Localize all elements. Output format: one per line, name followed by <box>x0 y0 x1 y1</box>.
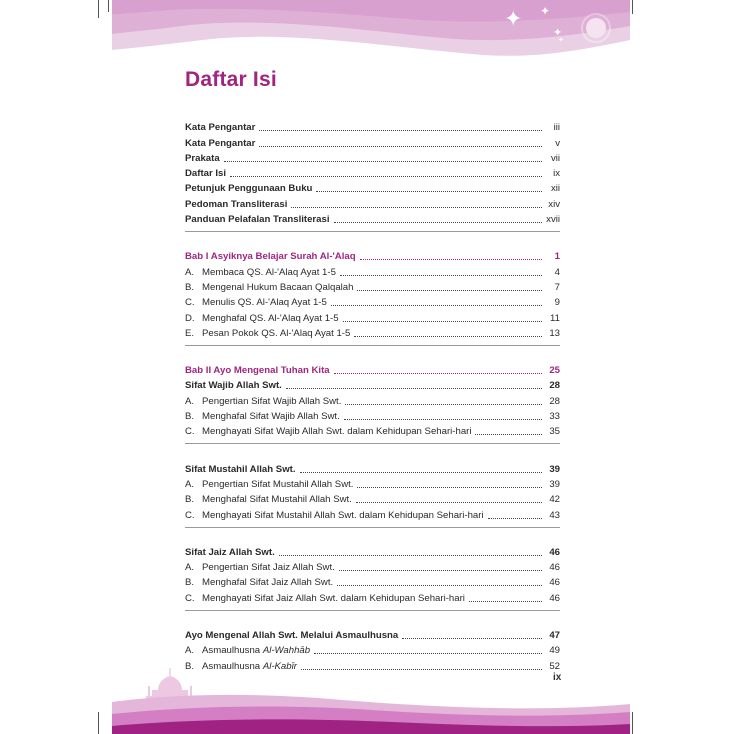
toc-entry[interactable]: A. Pengertian Sifat Wajib Allah Swt. 28 <box>185 395 560 407</box>
dot-leader <box>300 472 542 473</box>
toc-subheading-entry[interactable]: Ayo Mengenal Allah Swt. Melalui Asmaulhusna 47 <box>185 630 560 642</box>
dot-leader <box>343 321 542 322</box>
sparkle-icon: ✦ <box>540 4 551 18</box>
table-of-contents <box>185 119 560 673</box>
dot-leader <box>259 130 542 131</box>
toc-subheading-entry[interactable]: Sifat Mustahil Allah Swt. 39 <box>185 463 560 475</box>
toc-entry[interactable]: Daftar Isi ix <box>185 168 560 180</box>
toc-chapter-entry[interactable]: Bab II Ayo Mengenal Tuhan Kita 25 <box>185 365 560 377</box>
dot-leader <box>469 601 542 602</box>
toc-jaiz <box>185 544 560 605</box>
dot-leader <box>286 388 542 389</box>
section-divider <box>185 345 560 362</box>
toc-entry[interactable]: C. Menghayati Sifat Mustahil Allah Swt. dalam Kehidupan Sehari-hari 43 <box>185 509 560 521</box>
dot-leader <box>339 570 542 571</box>
toc-entry[interactable]: Prakata vii <box>185 152 560 164</box>
dot-leader <box>354 336 542 337</box>
toc-mustahil <box>185 460 560 521</box>
section-divider <box>185 443 560 460</box>
dot-leader <box>340 275 542 276</box>
toc-entry[interactable]: A. Pengertian Sifat Jaiz Allah Swt. 46 <box>185 562 560 574</box>
toc-entry[interactable]: A. Pengertian Sifat Mustahil Allah Swt. 39 <box>185 478 560 490</box>
dot-leader <box>291 207 542 208</box>
dot-leader <box>360 259 542 260</box>
sparkle-icon: ✦ <box>558 37 564 44</box>
toc-entry[interactable]: Panduan Pelafalan Transliterasi xvii <box>185 214 560 226</box>
toc-entry[interactable]: A. Membaca QS. Al-'Alaq Ayat 1-5 4 <box>185 266 560 278</box>
dot-leader <box>337 585 542 586</box>
toc-entry[interactable]: E. Pesan Pokok QS. Al-'Alaq Ayat 1-5 13 <box>185 327 560 339</box>
toc-entry[interactable]: C. Menulis QS. Al-'Alaq Ayat 1-5 9 <box>185 297 560 309</box>
toc-entry[interactable]: C. Menghayati Sifat Wajib Allah Swt. dalam Kehidupan Sehari-hari 35 <box>185 426 560 438</box>
dot-leader <box>259 146 542 147</box>
dot-leader <box>224 161 542 162</box>
dot-leader <box>475 434 542 435</box>
toc-entry[interactable]: B. Menghafal Sifat Wajib Allah Swt. 33 <box>185 411 560 423</box>
toc-entry[interactable]: B. Mengenal Hukum Bacaan Qalqalah 7 <box>185 281 560 293</box>
toc-entry[interactable]: B. Menghafal Sifat Mustahil Allah Swt. 42 <box>185 494 560 506</box>
toc-entry[interactable]: Petunjuk Penggunaan Buku xii <box>185 183 560 195</box>
crop-mark <box>98 712 99 734</box>
toc-front-matter <box>185 119 560 226</box>
dot-leader <box>230 176 542 177</box>
dot-leader <box>402 638 542 639</box>
section-divider <box>185 610 560 627</box>
dot-leader <box>357 290 542 291</box>
toc-subheading-entry[interactable]: Sifat Wajib Allah Swt. 28 <box>185 380 560 392</box>
toc-entry[interactable]: C. Menghayati Sifat Jaiz Allah Swt. dalam Kehidupan Sehari-hari 46 <box>185 592 560 604</box>
dot-leader <box>331 305 542 306</box>
toc-entry[interactable]: D. Menghafal QS. Al-'Alaq Ayat 1-5 11 <box>185 312 560 324</box>
sparkle-icon: ✦ <box>504 6 523 31</box>
toc-bab-1 <box>185 248 560 340</box>
dot-leader <box>344 419 542 420</box>
toc-bab-2 <box>185 362 560 438</box>
crop-mark <box>108 0 109 12</box>
toc-chapter-entry[interactable]: Bab I Asyiknya Belajar Surah Al-'Alaq 1 <box>185 251 560 263</box>
crop-mark <box>98 0 99 18</box>
dot-leader <box>316 191 542 192</box>
footer-wave-decoration <box>112 652 630 734</box>
toc-entry[interactable]: A. Asmaulhusna Al-Wahhāb 49 <box>185 645 560 657</box>
toc-entry[interactable]: B. Asmaulhusna Al-Kabīr 52 <box>185 660 560 672</box>
toc-entry[interactable]: Kata Pengantar iii <box>185 122 560 134</box>
page-title: Daftar Isi <box>185 68 277 91</box>
dot-leader <box>334 222 543 223</box>
toc-entry[interactable]: Kata Pengantar v <box>185 137 560 149</box>
toc-subheading-entry[interactable]: Sifat Jaiz Allah Swt. 46 <box>185 546 560 558</box>
sparkle-icon: ✦ <box>553 27 563 39</box>
dot-leader <box>357 487 542 488</box>
toc-entry[interactable]: Pedoman Transliterasi xiv <box>185 198 560 210</box>
section-divider <box>185 231 560 248</box>
crop-mark <box>632 712 633 734</box>
dot-leader <box>334 373 542 374</box>
toc-entry[interactable]: B. Menghafal Sifat Jaiz Allah Swt. 46 <box>185 577 560 589</box>
section-divider <box>185 527 560 544</box>
dot-leader <box>488 518 542 519</box>
dot-leader <box>345 404 542 405</box>
crop-mark <box>632 0 633 14</box>
book-page <box>112 0 630 734</box>
dot-leader <box>356 502 542 503</box>
dot-leader <box>279 555 542 556</box>
page-number: ix <box>553 672 562 683</box>
